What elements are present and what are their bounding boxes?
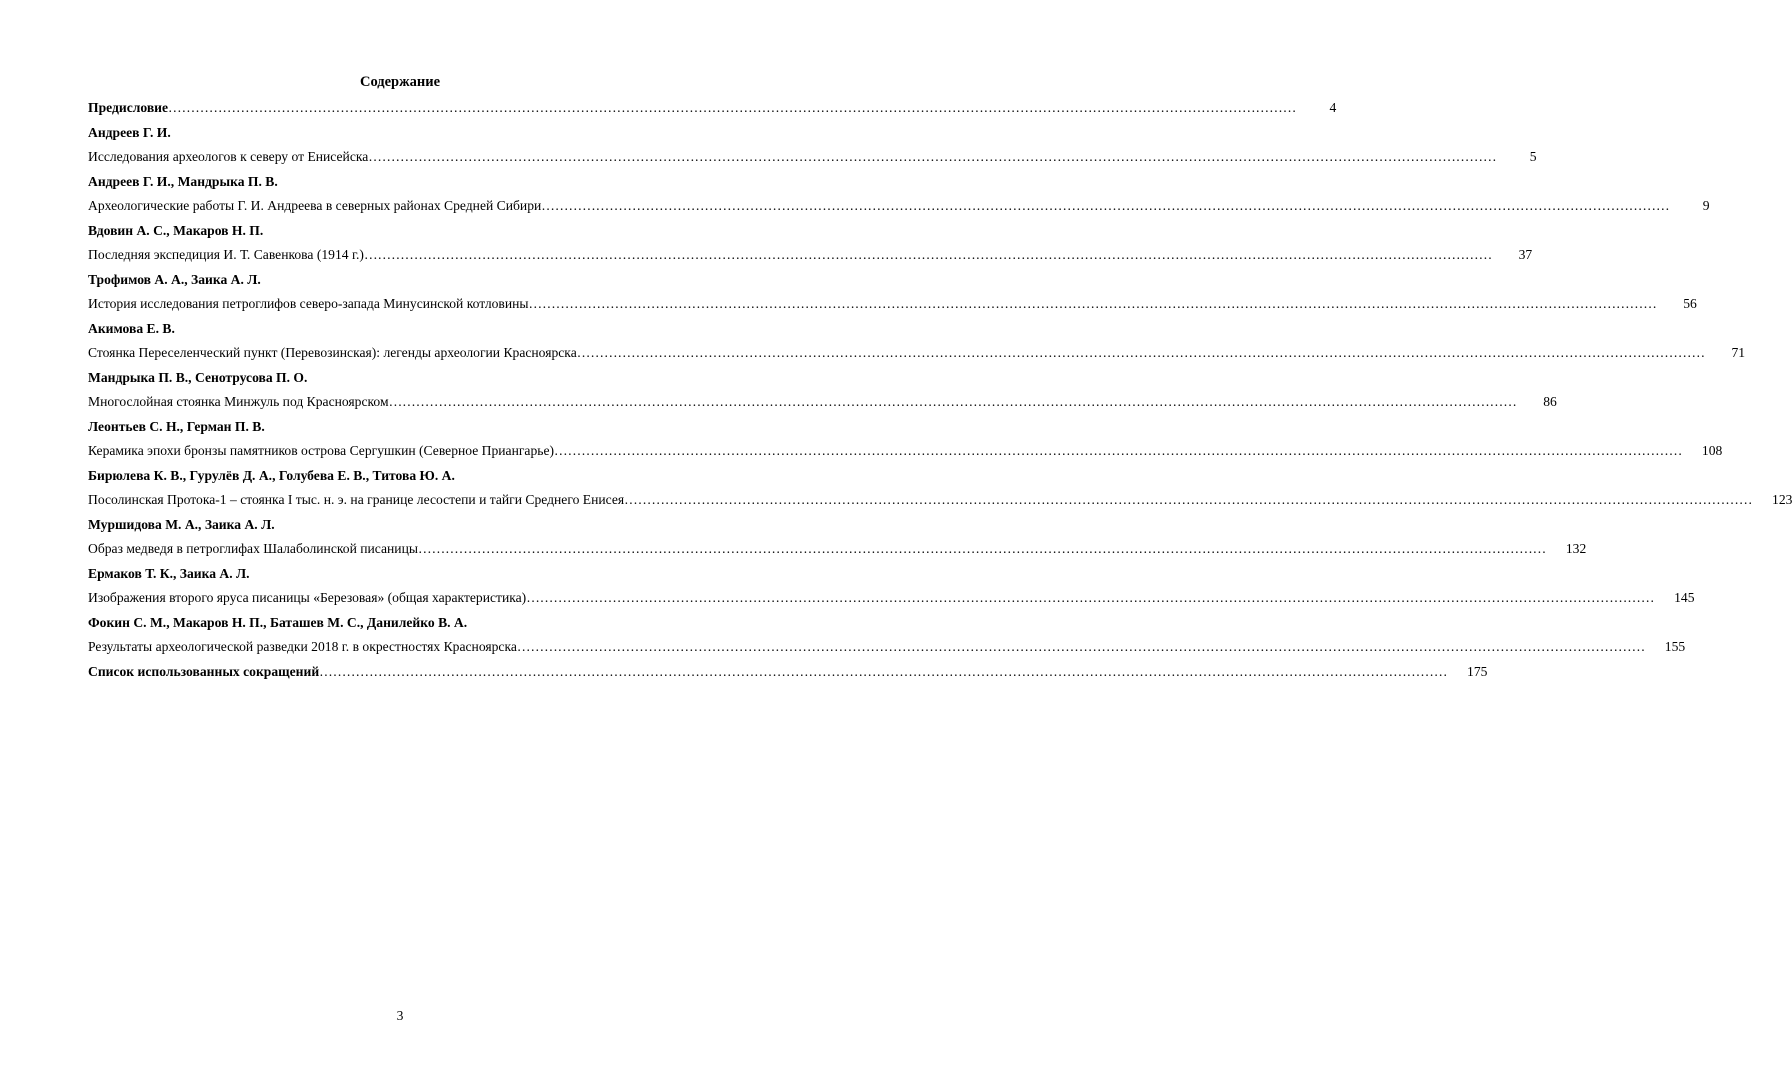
dot-leader: …………………………………………………………………………………………………………………………………………………………………………………………………………………………… — [541, 198, 1670, 213]
toc-authors: Андреев Г. И., Мандрыка П. В. — [88, 173, 278, 189]
toc-entry[interactable] — [88, 390, 1557, 415]
toc-entry-title: Предисловие — [88, 100, 169, 115]
page-number: 3 — [396, 1008, 404, 1023]
toc-entry-preface[interactable] — [88, 96, 1337, 121]
dot-leader: …………………………………………………………………………………………………………………………………………………………………………………………………………………………… — [624, 492, 1753, 507]
toc-entry[interactable] — [88, 194, 1710, 219]
toc-page-number: 71 — [1731, 345, 1746, 360]
toc-authors: Трофимов А. А., Заика А. Л. — [88, 271, 261, 287]
table-of-contents — [88, 96, 1792, 684]
toc-entry-title: Результаты археологической разведки 2018 г. в окрестностях Красноярска — [88, 639, 517, 654]
toc-authors: Леонтьев С. Н., Герман П. В. — [88, 418, 265, 434]
toc-entry-title: Стоянка Переселенческий пункт (Перевозинская): легенды археологии Красноярска — [88, 345, 577, 360]
dot-leader: …………………………………………………………………………………………………………………………………………………………………………………………………………………………… — [319, 663, 1448, 679]
toc-authors: Бирюлева К. В., Гурулёв Д. А., Голубева Е. В., Титова Ю. А. — [88, 467, 455, 483]
dot-leader: …………………………………………………………………………………………………………………………………………………………………………………………………………………………… — [388, 394, 1517, 409]
toc-entry-title: Исследования археологов к северу от Енисейска — [88, 149, 369, 164]
toc-page-number: 86 — [1543, 394, 1557, 409]
toc-page-number: 145 — [1674, 590, 1695, 605]
toc-entry-title: Многослойная стоянка Минжуль под Красноярском — [88, 394, 389, 409]
toc-entry-title: Керамика эпохи бронзы памятников острова Сергушкин (Северное Приангарье) — [88, 443, 555, 458]
toc-entry-title: Список использованных сокращений — [88, 663, 320, 679]
dot-leader: …………………………………………………………………………………………………………………………………………………………………………………………………………………………… — [368, 149, 1497, 164]
toc-entry[interactable] — [88, 145, 1537, 170]
dot-leader: …………………………………………………………………………………………………………………………………………………………………………………………………………………………… — [526, 590, 1655, 605]
dot-leader: …………………………………………………………………………………………………………………………………………………………………………………………………………………………… — [528, 296, 1657, 311]
dot-leader: …………………………………………………………………………………………………………………………………………………………………………………………………………………………… — [516, 639, 1646, 654]
toc-entry[interactable] — [88, 488, 1792, 513]
toc-authors: Вдовин А. С., Макаров Н. П. — [88, 222, 264, 238]
toc-entry[interactable] — [88, 635, 1686, 660]
toc-entry-title: История исследования петроглифов северо-запада Минусинской котловины — [88, 296, 529, 311]
toc-page-number: 4 — [1329, 100, 1337, 115]
toc-entry[interactable] — [88, 537, 1587, 562]
toc-entry-title: Последняя экспедиция И. Т. Савенкова (1914 г.) — [88, 247, 364, 262]
toc-page-number: 155 — [1664, 639, 1686, 654]
dot-leader: …………………………………………………………………………………………………………………………………………………………………………………………………………………………… — [417, 541, 1547, 556]
toc-page-number: 5 — [1529, 149, 1537, 164]
toc-heading: Содержание — [359, 74, 441, 90]
toc-page-number: 37 — [1518, 247, 1533, 262]
toc-entry[interactable] — [88, 243, 1533, 268]
toc-entry[interactable] — [88, 439, 1723, 464]
dot-leader: …………………………………………………………………………………………………………………………………………………………………………………………………………………………… — [168, 100, 1297, 115]
toc-entry[interactable] — [88, 341, 1746, 366]
toc-authors: Андреев Г. И. — [88, 124, 171, 140]
toc-page-number: 108 — [1701, 443, 1723, 458]
toc-authors: Фокин С. М., Макаров Н. П., Баташев М. С., Данилейко В. А. — [88, 614, 468, 630]
toc-page-number: 9 — [1702, 198, 1710, 213]
toc-entry-title: Археологические работы Г. И. Андреева в северных районах Средней Сибири — [88, 198, 542, 213]
toc-entry[interactable] — [88, 586, 1695, 611]
toc-authors: Мандрыка П. В., Сенотрусова П. О. — [88, 369, 308, 385]
dot-leader: …………………………………………………………………………………………………………………………………………………………………………………………………………………………… — [363, 247, 1493, 262]
toc-page-number: 56 — [1683, 296, 1697, 311]
toc-page-number: 123 — [1772, 492, 1792, 507]
toc-authors: Акимова Е. В. — [88, 320, 175, 336]
toc-entry[interactable] — [88, 292, 1697, 317]
toc-page-number: 175 — [1467, 663, 1488, 679]
toc-authors: Муршидова М. А., Заика А. Л. — [88, 516, 275, 532]
toc-page-number: 132 — [1565, 541, 1587, 556]
toc-entry-title: Образ медведя в петроглифах Шалаболинской писаницы — [88, 541, 418, 556]
toc-entry-title: Посолинская Протока-1 – стоянка I тыс. н. э. на границе лесостепи и тайги Среднего Енисея — [88, 492, 625, 507]
dot-leader: …………………………………………………………………………………………………………………………………………………………………………………………………………………………… — [554, 443, 1683, 458]
toc-entry-abbreviations[interactable] — [88, 660, 1488, 685]
dot-leader: …………………………………………………………………………………………………………………………………………………………………………………………………………………………… — [576, 345, 1706, 360]
toc-authors: Ермаков Т. К., Заика А. Л. — [88, 565, 250, 581]
toc-entry-title: Изображения второго яруса писаницы «Березовая» (общая характеристика) — [88, 590, 527, 605]
